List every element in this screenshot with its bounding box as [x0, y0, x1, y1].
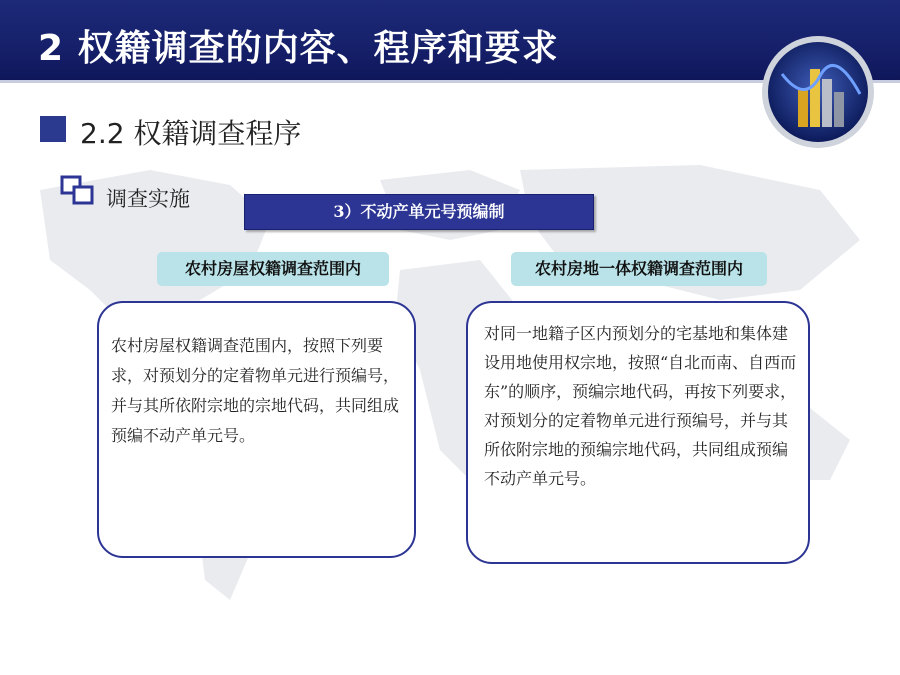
subsection-title: 调查实施: [106, 187, 190, 211]
bar-chart-globe-icon: [760, 34, 876, 150]
right-column-label: 农村房地一体权籍调查范围内: [511, 252, 767, 286]
step-banner: 3）不动产单元号预编制: [244, 194, 594, 230]
section-title: 2.2 权籍调查程序: [80, 117, 302, 150]
section-bullet: [40, 116, 66, 142]
slide-title: 2 权籍调查的内容、程序和要求: [38, 28, 559, 69]
right-text-box: [466, 301, 810, 564]
left-column-label: 农村房屋权籍调查范围内: [157, 252, 389, 286]
left-body-text: 农村房屋权籍调查范围内，按照下列要求，对预划分的定着物单元进行预编号，并与其所依附宗地的宗地代码，共同组成预编不动产单元号。: [111, 336, 400, 445]
right-body-text: 对同一地籍子区内预划分的宅基地和集体建设用地使用权宗地，按照“自北而南、自西而东”的顺序，预编宗地代码，再按下列要求，对预划分的定着物单元进行预编号，并与其所依附宗地的预编宗地代码，共同组成预编不动产单元号。: [484, 324, 797, 488]
left-text-box: [97, 301, 416, 558]
overlapping-squares-icon: [60, 175, 96, 207]
